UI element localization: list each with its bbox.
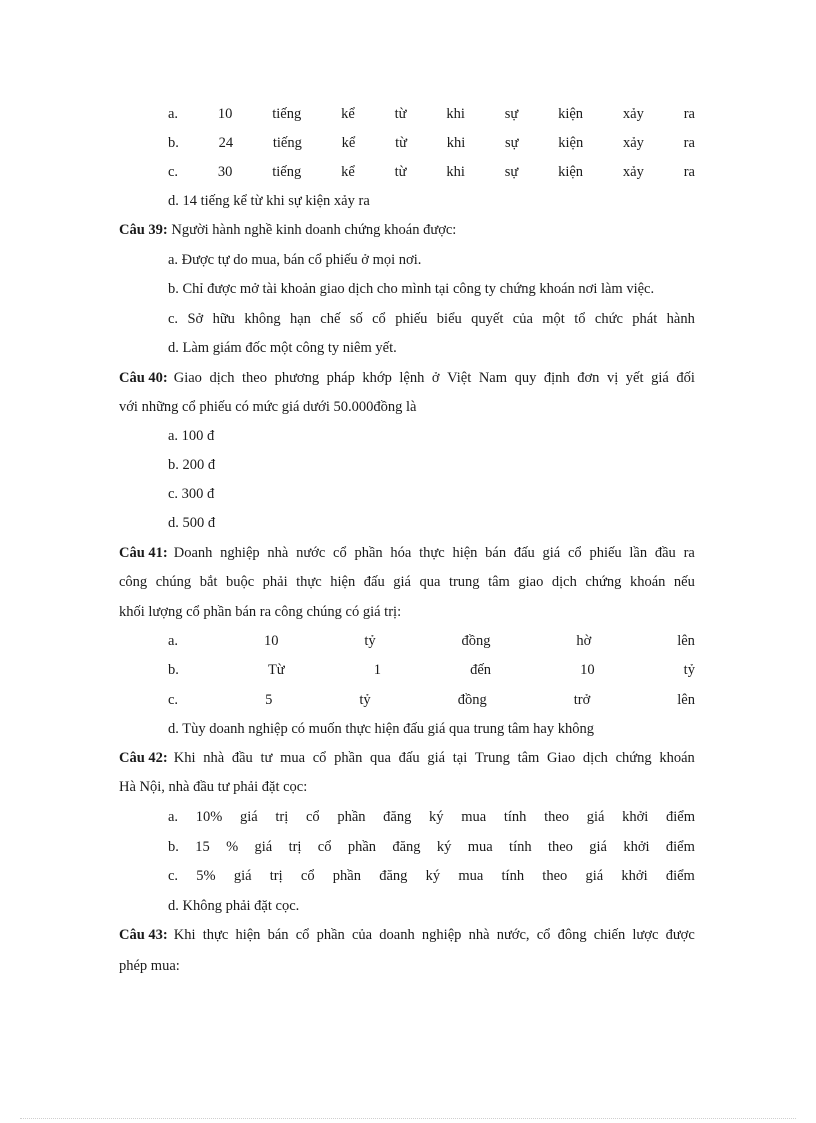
word: lược: [632, 927, 659, 943]
q41-option-c: [168, 689, 695, 711]
word: 15: [195, 839, 210, 855]
word: hóa: [390, 545, 412, 561]
word: vị: [606, 370, 619, 386]
word: nước,: [496, 927, 530, 943]
word: xảy: [622, 135, 644, 151]
q42-option-c: [168, 865, 695, 887]
word: đồng: [457, 692, 487, 708]
word: trị: [288, 839, 302, 855]
word: từ: [394, 164, 407, 180]
word: công: [119, 574, 148, 590]
word: 10%: [195, 809, 223, 825]
q43-label: Câu 43:: [119, 927, 168, 943]
word: Sở: [187, 311, 204, 327]
word: giá: [254, 839, 273, 855]
word: nghiệp: [421, 927, 462, 943]
word: phải: [262, 574, 288, 590]
word: đơn: [577, 370, 600, 386]
q43-stem-line2: phép mua:: [119, 958, 180, 974]
word: 5%: [196, 868, 216, 884]
q39-option-b: b. Chỉ được mở tài khoản giao dịch cho mình tại công ty chứng khoán nơi làm việc.: [168, 281, 655, 297]
word: đối: [676, 370, 695, 386]
word: Trung: [474, 750, 510, 766]
word: nghiệp: [220, 545, 260, 561]
word: c.: [168, 311, 179, 327]
q40-stem-words: [174, 367, 695, 389]
word: Nam: [478, 370, 507, 386]
q41-option-b: [168, 659, 695, 681]
q40-option-d: d. 500 đ: [168, 515, 216, 531]
word: tư: [260, 750, 273, 766]
word: giao: [518, 574, 544, 590]
word: tại: [452, 750, 468, 766]
word: thực: [419, 545, 445, 561]
q41-stem-line2: [119, 571, 695, 593]
word: của: [512, 311, 533, 327]
word: phương: [274, 370, 320, 386]
word: Giao: [547, 750, 576, 766]
word: b.: [168, 839, 179, 855]
word: đến: [470, 662, 492, 678]
word: cổ: [568, 545, 582, 561]
word: kiện: [558, 135, 584, 151]
word: đăng: [379, 868, 408, 884]
q40-stem-line2: với những cổ phiếu có mức giá dưới 50.000đồng là: [119, 399, 417, 415]
word: số: [349, 311, 363, 327]
word: sự: [504, 135, 519, 151]
word: hữu: [212, 311, 235, 327]
word: phần: [332, 868, 361, 884]
word: giá: [393, 574, 411, 590]
word: giá: [427, 750, 446, 766]
word: biểu: [436, 311, 462, 327]
word: giá: [651, 370, 669, 386]
word: giá: [542, 545, 561, 561]
q40-option-b: b. 200 đ: [168, 457, 216, 473]
q38-option-b: [168, 132, 695, 154]
word: 30: [217, 164, 233, 180]
q38-option-c: [168, 161, 695, 183]
word: đấu: [398, 750, 420, 766]
word: theo: [242, 370, 267, 386]
word: cổ: [300, 868, 315, 884]
word: 5: [265, 692, 273, 708]
word: chế: [320, 311, 341, 327]
q41-stem-line1: [119, 542, 695, 564]
word: lên: [677, 692, 695, 708]
word: trị: [269, 868, 283, 884]
word: chúng: [155, 574, 192, 590]
q40-option-a: a. 100 đ: [168, 428, 215, 444]
word: a.: [168, 106, 179, 122]
word: tiếng: [272, 164, 302, 180]
word: khi: [446, 106, 465, 122]
word: hiện: [235, 927, 261, 943]
word: kể: [341, 164, 355, 180]
word: xảy: [622, 164, 644, 180]
q41-label: Câu 41:: [119, 545, 168, 561]
word: phát: [632, 311, 658, 327]
word: hiện: [330, 574, 356, 590]
word: giá: [233, 868, 252, 884]
q42-stem-line1: [119, 747, 695, 769]
word: điểm: [665, 839, 695, 855]
word: mua: [280, 750, 306, 766]
word: mua: [461, 809, 487, 825]
word: tính: [509, 839, 532, 855]
q40-label: Câu 40:: [119, 370, 168, 386]
word: giá: [585, 868, 604, 884]
word: theo: [547, 839, 573, 855]
q39-option-c: [168, 308, 695, 330]
q42-stem-words1: [174, 747, 695, 769]
word: nước: [296, 545, 326, 561]
word: ký: [429, 809, 444, 825]
word: cổ: [305, 809, 320, 825]
word: đầu: [231, 750, 253, 766]
word: tính: [503, 809, 527, 825]
word: Doanh: [173, 545, 213, 561]
word: doanh: [379, 927, 415, 943]
word: nhà: [468, 927, 490, 943]
word: hiện: [452, 545, 478, 561]
word: chiến: [593, 927, 626, 943]
word: b.: [168, 662, 179, 678]
word: điểm: [665, 868, 695, 884]
q42-label: Câu 42:: [119, 750, 168, 766]
q38-option-d: d. 14 tiếng kể từ khi sự kiện xảy ra: [168, 193, 370, 209]
word: ký: [425, 868, 441, 884]
word: bán: [267, 927, 289, 943]
word: cổ: [295, 927, 310, 943]
word: nhà: [267, 545, 289, 561]
word: c.: [168, 868, 179, 884]
word: phần: [354, 545, 383, 561]
word: đăng: [392, 839, 421, 855]
word: tiếng: [272, 106, 302, 122]
word: chức: [594, 311, 623, 327]
word: cổ: [333, 545, 347, 561]
word: định: [543, 370, 570, 386]
word: kể: [341, 135, 356, 151]
word: theo: [542, 868, 568, 884]
word: c.: [168, 164, 179, 180]
word: phiếu: [589, 545, 622, 561]
word: thực: [296, 574, 322, 590]
word: tính: [501, 868, 525, 884]
q41-stem-words1: [174, 542, 695, 564]
word: cổ: [312, 750, 327, 766]
word: phần: [347, 839, 377, 855]
word: a.: [168, 809, 179, 825]
word: ra: [683, 545, 695, 561]
word: cổ: [317, 839, 332, 855]
word: giá: [586, 809, 605, 825]
word: dịch: [582, 750, 608, 766]
word: phần: [334, 750, 363, 766]
word: tiếng: [272, 135, 302, 151]
word: c.: [168, 692, 179, 708]
word: Việt: [447, 370, 472, 386]
q42-option-d: d. Không phải đặt cọc.: [168, 898, 300, 914]
word: tâm: [488, 574, 510, 590]
word: Khi: [173, 927, 196, 943]
q38-option-a: [168, 103, 695, 125]
word: chứng: [615, 750, 652, 766]
word: bắt: [199, 574, 218, 590]
word: 10: [580, 662, 595, 678]
word: ra: [683, 135, 695, 151]
word: lần: [629, 545, 648, 561]
word: quy: [514, 370, 537, 386]
word: kiện: [558, 164, 584, 180]
word: khởi: [621, 868, 648, 884]
q41-stem-line3: khối lượng cổ phần bán ra công chúng có giá trị:: [119, 604, 402, 620]
word: ở: [431, 370, 440, 386]
word: cổ: [372, 311, 386, 327]
q43-stem-line1: [119, 924, 695, 946]
word: hành: [666, 311, 695, 327]
word: sự: [504, 106, 519, 122]
word: đầu: [654, 545, 676, 561]
word: quyết: [471, 311, 504, 327]
word: được: [665, 927, 695, 943]
word: mua: [467, 839, 493, 855]
word: Giao: [173, 370, 202, 386]
word: sự: [504, 164, 519, 180]
word: giá: [240, 809, 258, 825]
word: một: [542, 311, 565, 327]
word: bán: [485, 545, 507, 561]
word: trị: [275, 809, 289, 825]
word: a.: [168, 633, 179, 649]
word: tỷ: [683, 662, 695, 678]
word: dịch: [551, 574, 577, 590]
word: không: [244, 311, 281, 327]
word: nếu: [673, 574, 695, 590]
word: từ: [394, 106, 407, 122]
word: trở: [573, 692, 591, 708]
word: khớp: [362, 370, 392, 386]
word: xảy: [622, 106, 644, 122]
word: phần: [316, 927, 345, 943]
word: Khi: [173, 750, 196, 766]
q41-option-d: d. Tùy doanh nghiệp có muốn thực hiện đấu giá qua trung tâm hay không: [168, 721, 594, 737]
word: mua: [458, 868, 484, 884]
word: kể: [341, 106, 355, 122]
word: lên: [677, 633, 695, 649]
word: ra: [683, 164, 695, 180]
page-bottom-rule: [20, 1118, 796, 1119]
word: tổ: [574, 311, 586, 327]
q39-option-a: a. Được tự do mua, bán cổ phiếu ở mọi nơi.: [168, 252, 422, 268]
word: tỷ: [359, 692, 371, 708]
q42-option-a: [168, 806, 695, 828]
q42-stem-line2: Hà Nội, nhà đầu tư phải đặt cọc:: [119, 779, 308, 795]
word: hạn: [289, 311, 311, 327]
word: hờ: [576, 633, 592, 649]
q42-option-b: [168, 836, 695, 858]
word: của: [351, 927, 373, 943]
word: thực: [202, 927, 229, 943]
word: cổ: [536, 927, 551, 943]
word: qua: [419, 574, 441, 590]
word: qua: [370, 750, 391, 766]
q40-option-c: c. 300 đ: [168, 486, 215, 502]
word: yết: [625, 370, 644, 386]
word: theo: [544, 809, 570, 825]
word: khoán: [659, 750, 695, 766]
word: đấu: [513, 545, 535, 561]
word: khởi: [622, 809, 649, 825]
word: kiện: [558, 106, 584, 122]
word: khởi: [623, 839, 650, 855]
word: khi: [446, 135, 466, 151]
word: chứng: [585, 574, 622, 590]
q40-stem-line1: [119, 367, 695, 389]
word: khoán: [629, 574, 666, 590]
word: 10: [217, 106, 233, 122]
q39-label: Câu 39:: [119, 222, 168, 238]
word: giá: [589, 839, 607, 855]
word: b.: [168, 135, 179, 151]
word: buộc: [225, 574, 255, 590]
word: từ: [395, 135, 407, 151]
q39-text: Người hành nghề kinh doanh chứng khoán được:: [167, 222, 457, 238]
word: đồng: [461, 633, 491, 649]
word: %: [226, 839, 239, 855]
q43-stem-words1: [174, 924, 695, 946]
word: tâm: [517, 750, 540, 766]
q39-stem: [119, 219, 695, 241]
q39-option-d: d. Làm giám đốc một công ty niêm yết.: [168, 340, 397, 356]
word: đấu: [363, 574, 385, 590]
q41-option-a: [168, 630, 695, 652]
word: 24: [218, 135, 234, 151]
word: điểm: [665, 809, 695, 825]
word: tỷ: [364, 633, 376, 649]
word: đăng: [383, 809, 412, 825]
word: 1: [373, 662, 381, 678]
word: lệnh: [399, 370, 425, 386]
word: trung: [448, 574, 480, 590]
word: ra: [683, 106, 695, 122]
word: dịch: [209, 370, 235, 386]
word: nhà: [203, 750, 225, 766]
word: Từ: [267, 662, 285, 678]
word: phần: [337, 809, 366, 825]
word: pháp: [326, 370, 355, 386]
word: đông: [557, 927, 587, 943]
word: khi: [446, 164, 465, 180]
word: 10: [263, 633, 279, 649]
word: ký: [436, 839, 452, 855]
word: phiếu: [395, 311, 428, 327]
